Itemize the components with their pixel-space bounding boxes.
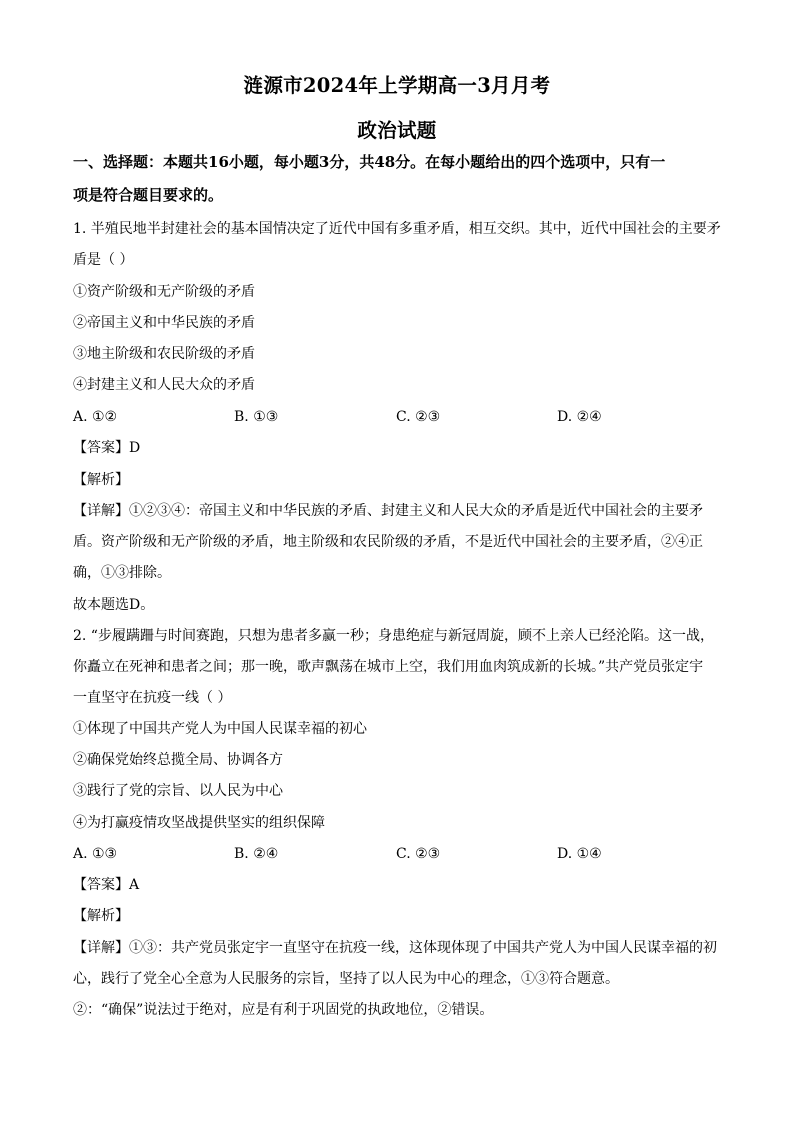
q1-answer: 【答案】D	[73, 440, 141, 456]
q1-option-a: A. ①②	[73, 409, 118, 425]
q1-detail-line-3: 确，①③排除。	[73, 565, 171, 581]
exam-title: 涟源市2024年上学期高一3月月考	[243, 74, 551, 97]
q2-option-d: D. ①④	[557, 846, 602, 862]
q2-detail-line-2: 心，践行了党全心全意为人民服务的宗旨，坚持了以人民为中心的理念，①③符合题意。	[73, 971, 619, 987]
q2-stem-line-1: 2. “步履蹒跚与时间赛跑，只想为患者多赢一秒；身患绝症与新冠周旋，顾不上亲人已经沦陷。这一战，	[73, 628, 714, 644]
q1-option-b: B. ①③	[234, 409, 279, 425]
q1-detail-line-2: 盾。资产阶级和无产阶级的矛盾，地主阶级和农民阶级的矛盾，不是近代中国社会的主要矛盾，②④正	[73, 534, 703, 550]
q1-analysis-label: 【解析】	[73, 472, 129, 488]
q1-item-4: ④封建主义和人民大众的矛盾	[73, 377, 255, 393]
q2-stem-line-2: 你矗立在死神和患者之间；那一晚，歌声飘荡在城市上空，我们用血肉筑成新的长城。”共产党员张定宇	[73, 659, 704, 675]
exam-subtitle: 政治试题	[357, 119, 437, 142]
q2-option-b: B. ②④	[234, 846, 279, 862]
q2-item-4: ④为打赢疫情攻坚战提供坚实的组织保障	[73, 815, 325, 831]
q1-option-c: C. ②③	[396, 409, 441, 425]
section-heading-line-1: 一、选择题：本题共16小题，每小题3分，共48分。在每小题给出的四个选项中，只有一	[73, 153, 666, 171]
q1-option-d: D. ②④	[557, 409, 602, 425]
q1-item-1: ①资产阶级和无产阶级的矛盾	[73, 284, 255, 300]
q2-option-a: A. ①③	[73, 846, 118, 862]
q2-detail-line-1: 【详解】①③：共产党员张定宇一直坚守在抗疫一线，这体现体现了中国共产党人为中国人民谋幸福的初	[73, 940, 717, 956]
q2-stem-line-3: 一直坚守在抗疫一线（ ）	[73, 690, 232, 706]
section-heading-line-2: 项是符合题目要求的。	[73, 186, 224, 204]
q1-stem-line-2: 盾是（ ）	[73, 252, 134, 268]
q1-detail-line-1: 【详解】①②③④：帝国主义和中华民族的矛盾、封建主义和人民大众的矛盾是近代中国社会的主要矛	[73, 503, 703, 519]
q2-option-c: C. ②③	[396, 846, 441, 862]
q2-answer: 【答案】A	[73, 877, 140, 893]
q1-stem-line-1: 1. 半殖民地半封建社会的基本国情决定了近代中国有多重矛盾，相互交织。其中，近代中国社会的主要矛	[73, 221, 721, 237]
q2-item-2: ②确保党始终总揽全局、协调各方	[73, 752, 283, 768]
q2-detail-line-3: ②：“确保”说法过于绝对，应是有利于巩固党的执政地位，②错误。	[73, 1002, 494, 1018]
q1-item-3: ③地主阶级和农民阶级的矛盾	[73, 346, 255, 362]
q2-item-1: ①体现了中国共产党人为中国人民谋幸福的初心	[73, 721, 367, 737]
q1-item-2: ②帝国主义和中华民族的矛盾	[73, 315, 255, 331]
q1-conclusion: 故本题选D。	[73, 597, 155, 613]
q2-item-3: ③践行了党的宗旨、以人民为中心	[73, 783, 283, 799]
q2-analysis-label: 【解析】	[73, 908, 129, 924]
